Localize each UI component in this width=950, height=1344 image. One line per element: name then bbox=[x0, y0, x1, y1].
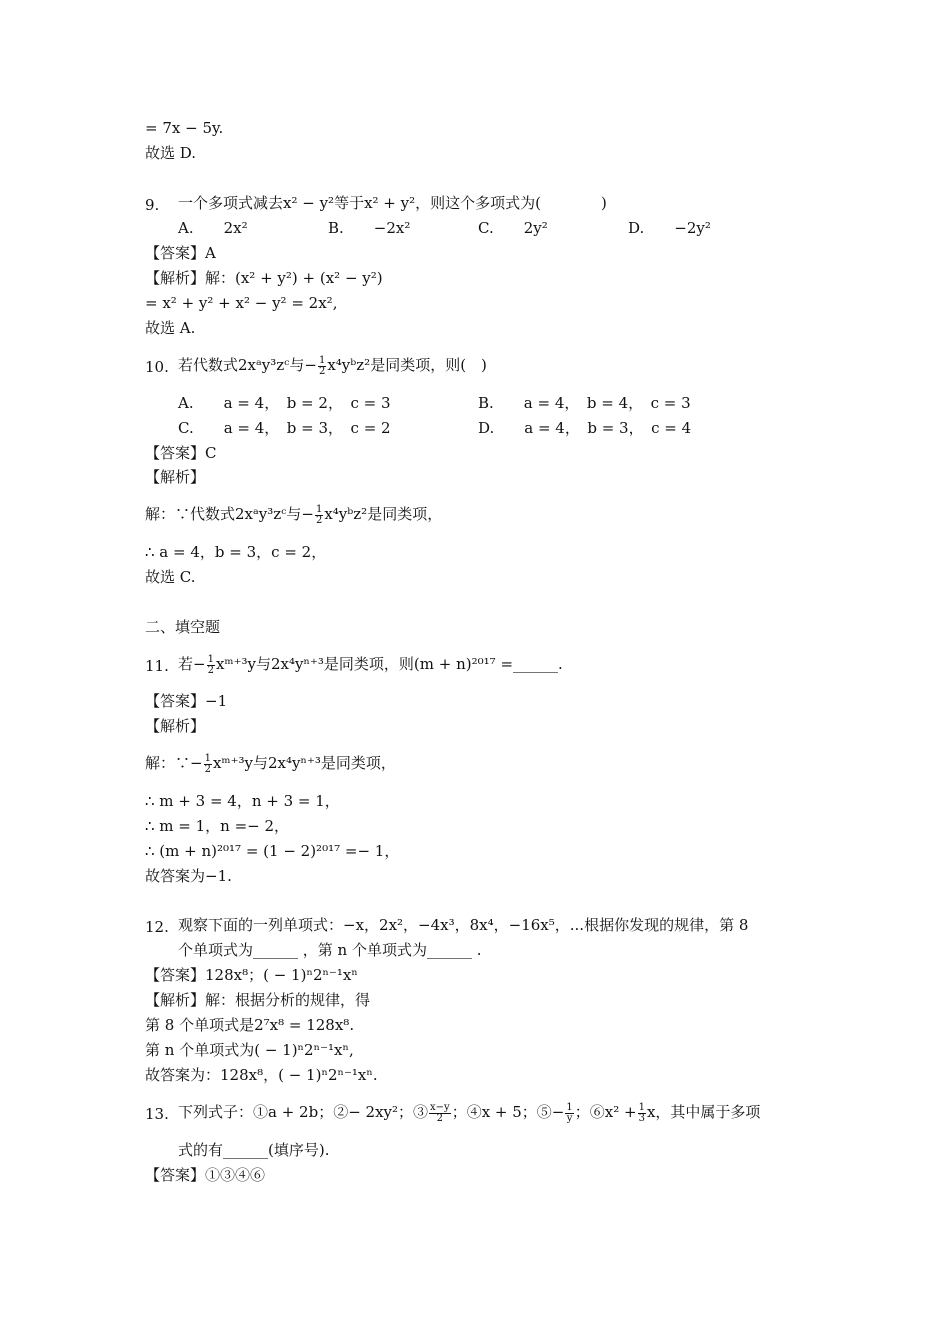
analysis-line: 【解析】解：(x² + y²) + (x² − y²) bbox=[145, 269, 383, 287]
fraction-numerator: 1 bbox=[566, 1101, 573, 1113]
text-line: 故选 A. bbox=[145, 319, 196, 337]
analysis-line: 【解析】解：根据分析的规律，得 bbox=[145, 991, 371, 1009]
question-text: 式的有______(填序号). bbox=[178, 1141, 330, 1159]
text-line: 故答案为：128x⁸，( − 1)ⁿ2ⁿ⁻¹xⁿ. bbox=[145, 1066, 378, 1084]
option-a: A. a = 4， b = 2， c = 3 bbox=[178, 394, 391, 412]
question-text-part: ；④x + 5；⑤− bbox=[451, 1103, 565, 1121]
text-part: 解：∵代数式2xᵃy³zᶜ与− bbox=[145, 505, 314, 523]
fraction bbox=[207, 655, 215, 676]
answer-line: 【答案】128x⁸；( − 1)ⁿ2ⁿ⁻¹xⁿ bbox=[145, 966, 358, 984]
text-line: ∴ a = 4，b = 3，c = 2， bbox=[145, 543, 327, 561]
fraction-denominator: 2 bbox=[318, 365, 326, 377]
text-line: ∴ (m + n)²⁰¹⁷ = (1 − 2)²⁰¹⁷ =− 1， bbox=[145, 842, 400, 860]
option-c: C. a = 4， b = 3， c = 2 bbox=[178, 419, 391, 437]
text-line: ∴ m = 1，n =− 2， bbox=[145, 817, 290, 835]
fraction-numerator: 1 bbox=[207, 653, 214, 665]
question-text-part: 若− bbox=[178, 655, 206, 673]
question-text: 观察下面的一列单项式：−x，2x²，−4x³，8x⁴，−16x⁵，...根据你发现的规律，第 8 bbox=[178, 916, 749, 934]
answer-line: 【答案】①③④⑥ bbox=[145, 1166, 266, 1184]
fraction bbox=[315, 505, 323, 526]
fraction-numerator: 1 bbox=[318, 354, 326, 366]
text-line: 第 8 个单项式是2⁷x⁸ = 128x⁸. bbox=[145, 1016, 355, 1034]
fraction-denominator: 2 bbox=[207, 664, 214, 676]
fraction-numerator: 1 bbox=[315, 503, 323, 515]
text-line: 故选 D. bbox=[145, 144, 197, 162]
text-line: = x² + y² + x² − y² = 2x², bbox=[145, 294, 338, 312]
question-text-part: x，其中属于多项 bbox=[646, 1103, 761, 1121]
analysis-line: 【解析】 bbox=[145, 468, 206, 486]
option-d: D. a = 4， b = 3， c = 4 bbox=[478, 419, 692, 437]
question-number: 12. bbox=[145, 918, 169, 936]
option-b: B. −2x² bbox=[328, 219, 411, 237]
question-number: 11. bbox=[145, 657, 169, 675]
question-text bbox=[178, 355, 487, 377]
fraction-denominator: 2 bbox=[204, 763, 211, 775]
text-line: ∴ m + 3 = 4，n + 3 = 1， bbox=[145, 792, 340, 810]
question-text: 个单项式为______ ，第 n 个单项式为______ . bbox=[178, 941, 482, 959]
question-text-part: 下列式子：①a + 2b；②− 2xy²；③ bbox=[178, 1103, 429, 1121]
question-number: 13. bbox=[145, 1105, 169, 1123]
answer-line: 【答案】−1 bbox=[145, 692, 228, 710]
text-line: 第 n 个单项式为( − 1)ⁿ2ⁿ⁻¹xⁿ, bbox=[145, 1041, 354, 1059]
analysis-line: 【解析】 bbox=[145, 717, 206, 735]
option-c: C. 2y² bbox=[478, 219, 548, 237]
fraction-numerator: 1 bbox=[638, 1101, 645, 1113]
fraction bbox=[318, 356, 326, 377]
fraction bbox=[565, 1103, 573, 1124]
fraction-numerator: x−y bbox=[430, 1101, 450, 1113]
question-text-part: ；⑥x² + bbox=[574, 1103, 637, 1121]
answer-line: 【答案】A bbox=[145, 244, 216, 262]
fraction-denominator: 3 bbox=[638, 1112, 645, 1124]
fraction-denominator: y bbox=[566, 1112, 573, 1124]
fraction bbox=[204, 754, 212, 775]
option-d: D. −2y² bbox=[628, 219, 711, 237]
text-part: x⁴yᵇz²是同类项， bbox=[324, 505, 443, 523]
answer-line: 【答案】C bbox=[145, 444, 217, 462]
text-line bbox=[145, 753, 396, 775]
fraction-denominator: 2 bbox=[436, 1112, 444, 1124]
question-number: 9. bbox=[145, 196, 160, 214]
question-text-part: 若代数式2xᵃy³zᶜ与− bbox=[178, 356, 317, 374]
option-b: B. a = 4， b = 4， c = 3 bbox=[478, 394, 691, 412]
text-part: xᵐ⁺³y与2x⁴yⁿ⁺³是同类项， bbox=[212, 754, 396, 772]
fraction-numerator: 1 bbox=[204, 752, 211, 764]
text-line: 故选 C. bbox=[145, 568, 196, 586]
question-text bbox=[178, 1102, 760, 1124]
question-number: 10. bbox=[145, 358, 169, 376]
question-text bbox=[178, 654, 563, 676]
text-line: = 7x − 5y. bbox=[145, 119, 224, 137]
section-heading: 二、填空题 bbox=[145, 618, 221, 636]
question-text-part: xᵐ⁺³y与2x⁴yⁿ⁺³是同类项，则(m + n)²⁰¹⁷ =______. bbox=[215, 655, 563, 673]
question-text-part: x⁴yᵇz²是同类项，则( ) bbox=[327, 356, 487, 374]
text-line: 故答案为−1. bbox=[145, 867, 232, 885]
fraction bbox=[429, 1103, 451, 1124]
text-part: 解：∵− bbox=[145, 754, 203, 772]
question-text: 一个多项式减去x² − y²等于x² + y²，则这个多项式为( ) bbox=[178, 194, 607, 212]
fraction-denominator: 2 bbox=[315, 514, 323, 526]
fraction bbox=[638, 1103, 646, 1124]
text-line bbox=[145, 504, 442, 526]
option-a: A. 2x² bbox=[178, 219, 248, 237]
